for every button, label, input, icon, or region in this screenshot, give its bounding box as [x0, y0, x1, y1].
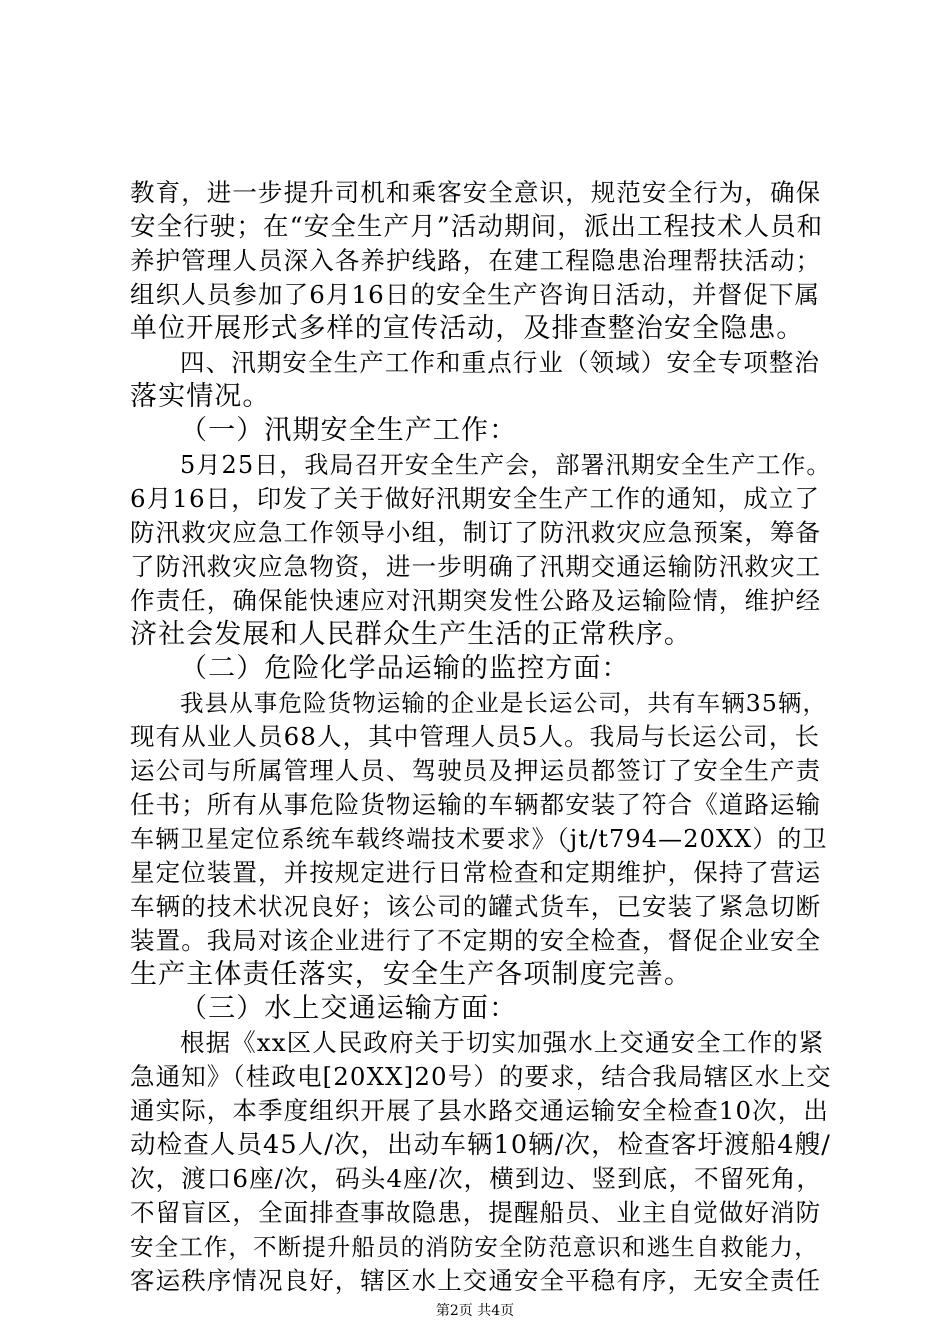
text-line: 安全行驶；在“安全生产月”活动期间，派出工程技术人员和: [130, 212, 824, 242]
text-line: 6月16日，印发了关于做好汛期安全生产工作的通知，成立了: [130, 484, 821, 513]
text-line: 作责任，确保能快速应对汛期突发性公路及运输险情，维护经: [130, 586, 822, 615]
text-line: 了防汛救灾应急物资，进一步明确了汛期交通运输防汛救灾工: [130, 552, 822, 581]
text-line: 单位开展形式多样的宣传活动，及排查整治安全隐患。: [130, 313, 805, 344]
text-line: 不留盲区，全面排查事故隐患，提醒船员、业主自觉做好消防: [130, 1198, 822, 1227]
text-line: 生产主体责任落实，安全生产各项制度完善。: [130, 959, 692, 990]
text-line: 5月25日，我局召开安全生产会，部署汛期安全生产工作。: [180, 451, 832, 479]
text-line: 动检查人员45人/次，出动车辆10辆/次，检查客圩渡船4艘/: [130, 1130, 831, 1160]
text-line: 客运秩序情况良好，辖区水上交通安全平稳有序，无安全责任: [130, 1266, 822, 1295]
text-line: 车辆的技术状况良好；该公司的罐式货车，已安装了紧急切断: [130, 892, 822, 921]
text-line: 通实际，本季度组织开展了县水路交通运输安全检查10次，出: [130, 1096, 829, 1125]
subsection-heading: （二）危险化学品运输的监控方面：: [180, 653, 630, 684]
text-line: 教育，进一步提升司机和乘客安全意识，规范安全行为，确保: [130, 178, 822, 207]
text-line: 现有从业人员68人，其中管理人员5人。我局与长运公司，长: [130, 722, 821, 751]
text-line: 养护管理人员深入各养护线路，在建工程隐患治理帮扶活动；: [130, 246, 822, 275]
text-line: 装置。我局对该企业进行了不定期的安全检查，督促企业安全: [130, 926, 822, 955]
text-line: 运公司与所属管理人员、驾驶员及押运员都签订了安全生产责: [130, 756, 822, 785]
text-line: 根据《xx区人民政府关于切实加强水上交通安全工作的紧: [180, 1028, 825, 1057]
text-line: 星定位装置，并按规定进行日常检查和定期维护，保持了营运: [130, 858, 822, 887]
text-line: 我县从事危险货物运输的企业是长运公司，共有车辆35辆，: [180, 689, 828, 717]
section-heading: 落实情况。: [130, 381, 271, 412]
page-number: 第2页 共4页: [435, 1303, 515, 1319]
text-line: 组织人员参加了6月16日的安全生产咨询日活动，并督促下属: [130, 280, 821, 309]
text-line: 任书；所有从事危险货物运输的车辆都安装了符合《道路运输: [130, 790, 822, 819]
subsection-heading: （三）水上交通运输方面：: [180, 993, 518, 1024]
text-line: 济社会发展和人民群众生产生活的正常秩序。: [130, 619, 692, 650]
subsection-heading: （一）汛期安全生产工作：: [180, 415, 518, 446]
text-line: 安全工作，不断提升船员的消防安全防范意识和逃生自救能力，: [130, 1233, 819, 1261]
text-line: 急通知》（桂政电[20XX]20号）的要求，结合我局辖区水上交: [130, 1062, 832, 1091]
section-heading: 四、汛期安全生产工作和重点行业（领域）安全专项整治: [180, 348, 820, 377]
text-line: 次，渡口6座/次，码头4座/次，横到边、竖到底，不留死角，: [130, 1164, 823, 1193]
text-line: 防汛救灾应急工作领导小组，制订了防汛救灾应急预案，筹备: [130, 518, 822, 547]
text-line: 车辆卫星定位系统车载终端技术要求》（jt/t794—20XX）的卫: [130, 825, 828, 853]
